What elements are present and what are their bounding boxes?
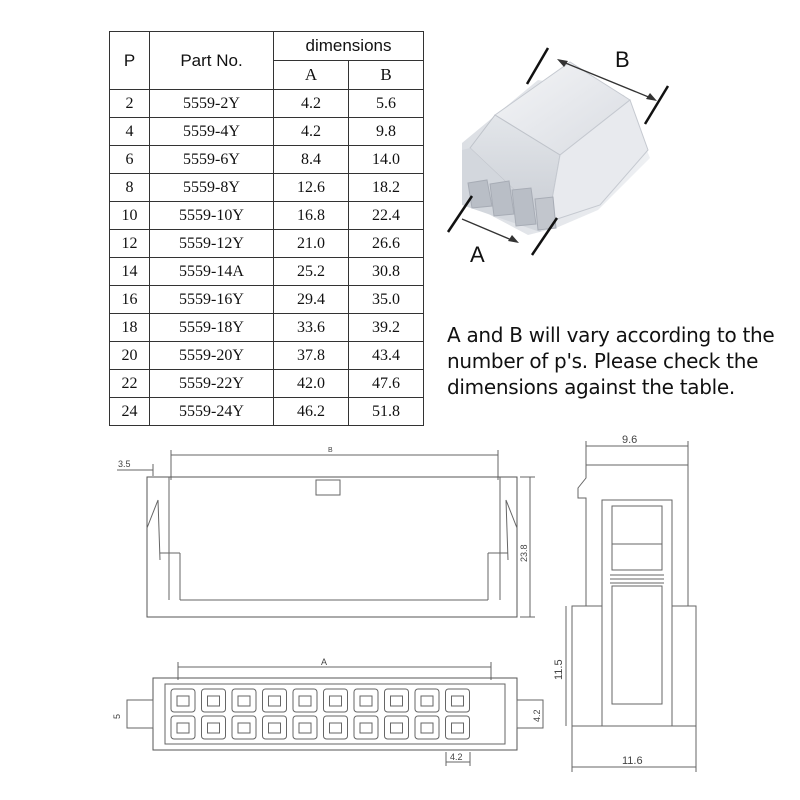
pin-contact bbox=[452, 696, 464, 706]
header-b: B bbox=[349, 61, 424, 90]
cell-a: 12.6 bbox=[274, 174, 349, 202]
bottom-dim-right: 4.2 bbox=[532, 709, 542, 722]
cell-a: 29.4 bbox=[274, 286, 349, 314]
pin-contact bbox=[208, 696, 220, 706]
pin-contact bbox=[421, 723, 433, 733]
cell-b: 18.2 bbox=[349, 174, 424, 202]
pin-cavity bbox=[324, 689, 348, 712]
cell-a: 33.6 bbox=[274, 314, 349, 342]
pin-cavity bbox=[293, 716, 317, 739]
pin-cavity bbox=[171, 716, 195, 739]
pin-cavity bbox=[446, 689, 470, 712]
cell-b: 30.8 bbox=[349, 258, 424, 286]
cell-a: 37.8 bbox=[274, 342, 349, 370]
header-a: A bbox=[274, 61, 349, 90]
cell-part-no: 5559-12Y bbox=[150, 230, 274, 258]
pin-cavity bbox=[202, 716, 226, 739]
pin-cavity bbox=[232, 716, 256, 739]
side-dim-bottom: 11.6 bbox=[622, 755, 643, 767]
pin-contact bbox=[238, 696, 250, 706]
pin-contact bbox=[238, 723, 250, 733]
pin-contact bbox=[177, 723, 189, 733]
cell-part-no: 5559-6Y bbox=[150, 146, 274, 174]
cell-a: 25.2 bbox=[274, 258, 349, 286]
pin-cavity bbox=[354, 689, 378, 712]
cell-b: 51.8 bbox=[349, 398, 424, 426]
pin-cavity bbox=[232, 689, 256, 712]
cell-b: 26.6 bbox=[349, 230, 424, 258]
pin-cavity bbox=[385, 689, 409, 712]
cell-p: 18 bbox=[110, 314, 150, 342]
cell-b: 14.0 bbox=[349, 146, 424, 174]
pin-contact bbox=[269, 696, 281, 706]
pin-contact bbox=[391, 723, 403, 733]
side-view-drawing bbox=[553, 434, 696, 772]
cell-p: 22 bbox=[110, 370, 150, 398]
cell-a: 42.0 bbox=[274, 370, 349, 398]
front-dim-top: B bbox=[328, 447, 333, 454]
cell-b: 43.4 bbox=[349, 342, 424, 370]
label-b: B bbox=[615, 47, 630, 72]
pin-contact bbox=[421, 696, 433, 706]
bottom-dim-left: 5 bbox=[112, 713, 122, 719]
cell-a: 4.2 bbox=[274, 118, 349, 146]
cell-part-no: 5559-24Y bbox=[150, 398, 274, 426]
cell-p: 2 bbox=[110, 90, 150, 118]
bottom-dim-pitch: 4.2 bbox=[450, 752, 463, 762]
pin-cavity bbox=[354, 716, 378, 739]
cell-b: 9.8 bbox=[349, 118, 424, 146]
cell-p: 20 bbox=[110, 342, 150, 370]
cell-part-no: 5559-4Y bbox=[150, 118, 274, 146]
pin-contact bbox=[360, 696, 372, 706]
connector-photo bbox=[448, 47, 668, 267]
cell-a: 21.0 bbox=[274, 230, 349, 258]
pin-contact bbox=[330, 723, 342, 733]
pin-cavity bbox=[415, 689, 439, 712]
cell-b: 47.6 bbox=[349, 370, 424, 398]
front-view-drawing bbox=[117, 447, 535, 617]
cell-p: 10 bbox=[110, 202, 150, 230]
pin-contact bbox=[452, 723, 464, 733]
label-a: A bbox=[470, 242, 485, 267]
cell-p: 16 bbox=[110, 286, 150, 314]
pin-cavity bbox=[446, 716, 470, 739]
cell-a: 16.8 bbox=[274, 202, 349, 230]
cell-part-no: 5559-14A bbox=[150, 258, 274, 286]
bottom-view-drawing bbox=[112, 657, 543, 766]
pin-cavity bbox=[293, 689, 317, 712]
pin-contact bbox=[299, 696, 311, 706]
pin-contact bbox=[391, 696, 403, 706]
cell-p: 8 bbox=[110, 174, 150, 202]
cell-part-no: 5559-10Y bbox=[150, 202, 274, 230]
front-dim-left: 3.5 bbox=[118, 459, 131, 469]
front-dim-height: 23.8 bbox=[519, 544, 529, 562]
pin-cavity bbox=[415, 716, 439, 739]
cell-part-no: 5559-16Y bbox=[150, 286, 274, 314]
header-part-no: Part No. bbox=[150, 32, 274, 90]
cell-part-no: 5559-8Y bbox=[150, 174, 274, 202]
cell-p: 12 bbox=[110, 230, 150, 258]
cell-a: 4.2 bbox=[274, 90, 349, 118]
header-dimensions: dimensions bbox=[274, 32, 424, 61]
pin-cavity bbox=[202, 689, 226, 712]
cell-b: 39.2 bbox=[349, 314, 424, 342]
header-p: P bbox=[110, 32, 150, 90]
cell-p: 4 bbox=[110, 118, 150, 146]
cell-p: 14 bbox=[110, 258, 150, 286]
pin-cavity bbox=[263, 716, 287, 739]
pin-contact bbox=[177, 696, 189, 706]
side-dim-top: 9.6 bbox=[622, 434, 638, 446]
pin-contact bbox=[299, 723, 311, 733]
cell-part-no: 5559-18Y bbox=[150, 314, 274, 342]
cell-part-no: 5559-2Y bbox=[150, 90, 274, 118]
cell-part-no: 5559-22Y bbox=[150, 370, 274, 398]
pin-cavity bbox=[324, 716, 348, 739]
pin-cavity bbox=[263, 689, 287, 712]
bottom-dim-top: A bbox=[321, 657, 328, 667]
pin-contact bbox=[330, 696, 342, 706]
side-dim-left: 11.5 bbox=[553, 659, 565, 680]
cell-part-no: 5559-20Y bbox=[150, 342, 274, 370]
pin-cavity bbox=[171, 689, 195, 712]
cell-p: 6 bbox=[110, 146, 150, 174]
pin-contact bbox=[208, 723, 220, 733]
cell-b: 5.6 bbox=[349, 90, 424, 118]
cell-b: 22.4 bbox=[349, 202, 424, 230]
dimension-note: A and B will vary according to the number of p's. Please check the dimensions against the table. bbox=[447, 323, 775, 399]
cell-a: 46.2 bbox=[274, 398, 349, 426]
cell-b: 35.0 bbox=[349, 286, 424, 314]
pin-cavity bbox=[385, 716, 409, 739]
pin-grid bbox=[171, 689, 470, 739]
pin-contact bbox=[360, 723, 372, 733]
cell-a: 8.4 bbox=[274, 146, 349, 174]
pin-contact bbox=[269, 723, 281, 733]
cell-p: 24 bbox=[110, 398, 150, 426]
